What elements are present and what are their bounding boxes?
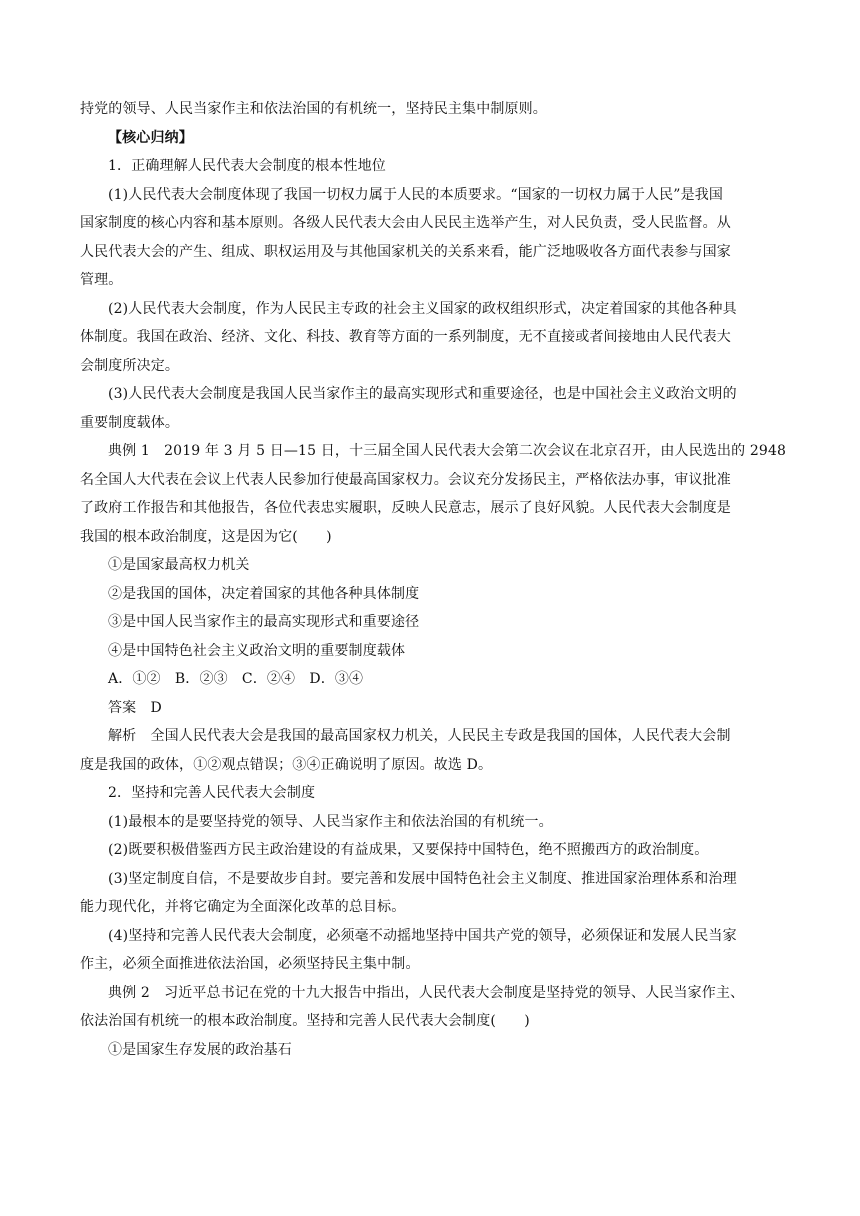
analysis-line: 解析 全国人民代表大会是我国的最高国家权力机关，人民民主专政是我国的国体，人民代表大会制	[108, 728, 731, 744]
example-question: 典例 2 习近平总书记在党的十九大报告中指出，人民代表大会制度是坚持党的领导、人民当家作主、	[108, 984, 745, 1001]
section-heading: 【核心归纳】	[108, 129, 193, 146]
text-line: 人民代表大会的产生、组成、职权运用及与其他国家机关的关系来看，能广泛地吸收各方面代表参与国家	[80, 243, 731, 260]
answer-choices: A．①② B．②③ C．②④ D．③④	[108, 671, 364, 687]
text-line: (4)坚持和完善人民代表大会制度，必须毫不动摇地坚持中国共产党的领导，必须保证和发展人民当家	[108, 927, 737, 944]
option-item: ④是中国特色社会主义政治文明的重要制度载体	[108, 642, 406, 659]
option-item: ③是中国人民当家作主的最高实现形式和重要途径	[108, 614, 420, 630]
text-line: 了政府工作报告和其他报告，各位代表忠实履职，反映人民意志，展示了良好风貌。人民代表大会制度是	[80, 500, 731, 516]
text-line: 持党的领导、人民当家作主和依法治国的有机统一，坚持民主集中制原则。	[80, 101, 547, 117]
text-line: 体制度。我国在政治、经济、文化、科技、教育等方面的一系列制度，无不直接或者间接地由人民代表大	[80, 329, 731, 345]
subheading: 2．坚持和完善人民代表大会制度	[108, 785, 316, 801]
text-line: 会制度所决定。	[80, 357, 180, 374]
text-line: 依法治国有机统一的根本政治制度。坚持和完善人民代表大会制度( )	[80, 1013, 530, 1029]
text-line: 管理。	[80, 272, 123, 288]
text-line: 我国的根本政治制度，这是因为它( )	[80, 528, 332, 545]
text-line: 度是我国的政体，①②观点错误；③④正确说明了原因。故选 D。	[80, 756, 493, 773]
text-line: 重要制度载体。	[80, 414, 180, 431]
text-line: (3)坚定制度自信，不是要故步自封。要完善和发展中国特色社会主义制度、推进国家治理体系和治理	[108, 870, 737, 887]
text-line: (2)既要积极借鉴西方民主政治建设的有益成果，又要保持中国特色，绝不照搬西方的政治制度。	[108, 842, 709, 858]
option-item: ②是我国的国体，决定着国家的其他各种具体制度	[108, 585, 420, 602]
text-line: (2)人民代表大会制度，作为人民民主专政的社会主义国家的政权组织形式，决定着国家的其他各种具	[108, 300, 737, 317]
subheading: 1．正确理解人民代表大会制度的根本性地位	[108, 158, 386, 174]
option-item: ①是国家生存发展的政治基石	[108, 1041, 292, 1058]
answer-line: 答案 D	[108, 699, 162, 716]
text-line: (1)最根本的是要坚持党的领导、人民当家作主和依法治国的有机统一。	[108, 813, 553, 830]
text-line: 国家制度的核心内容和基本原则。各级人民代表大会由人民民主选举产生，对人民负责，受人民监督。从	[80, 215, 731, 231]
document-body	[80, 95, 787, 1064]
example-question: 典例 1 2019 年 3 月 5 日—15 日，十三届全国人民代表大会第二次会议在北京召开，由人民选出的 2948	[108, 443, 787, 459]
text-line: 名全国人大代表在会议上代表人民参加行使最高国家权力。会议充分发扬民主，严格依法办事，审议批准	[80, 471, 731, 488]
text-line: (1)人民代表大会制度体现了我国一切权力属于人民的本质要求。“国家的一切权力属于人民”是我国	[108, 186, 724, 203]
option-item: ①是国家最高权力机关	[108, 557, 250, 573]
text-line: 作主，必须全面推进依法治国，必须坚持民主集中制。	[80, 956, 420, 972]
text-line: (3)人民代表大会制度是我国人民当家作主的最高实现形式和重要途径，也是中国社会主义政治文明的	[108, 386, 737, 402]
text-line: 能力现代化，并将它确定为全面深化改革的总目标。	[80, 899, 406, 915]
